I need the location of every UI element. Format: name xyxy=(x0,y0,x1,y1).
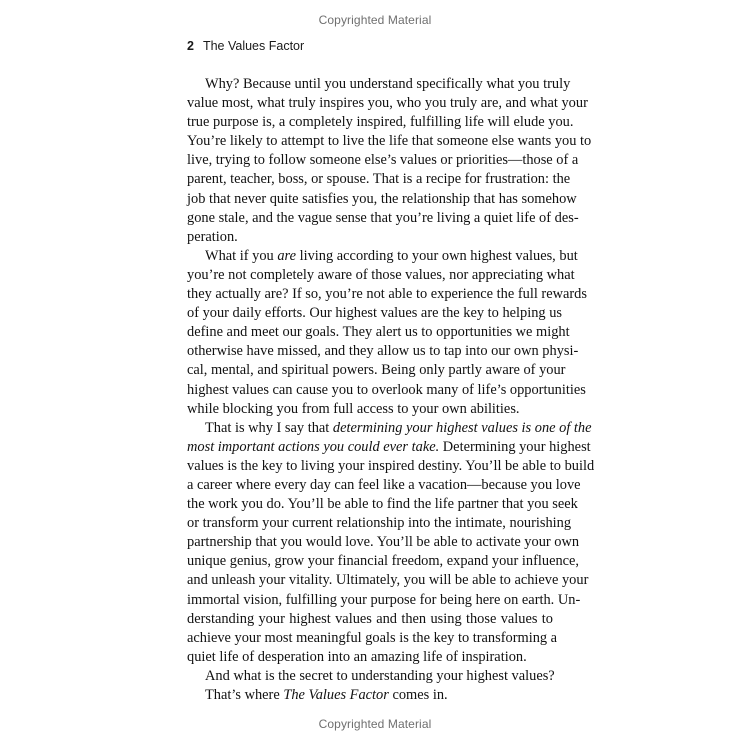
text-line: gone stale, and the vague sense that you’re living a quiet life of des- xyxy=(187,209,579,226)
text-line: job that never quite satisfies you, the relationship that has somehow xyxy=(187,190,577,207)
text-line: quiet life of desperation into an amazing life of inspiration. xyxy=(187,648,527,665)
text-line: and unleash your vitality. Ultimately, you will be able to achieve your xyxy=(187,572,589,589)
text-line: unique genius, grow your financial freedom, expand your influence, xyxy=(187,553,580,570)
text-line: parent, teacher, boss, or spouse. That is a recipe for frustration: the xyxy=(187,171,571,188)
text-line: the work you do. You’ll be able to find the life partner that you seek xyxy=(187,496,578,513)
text-line xyxy=(187,438,591,457)
text-line: Why? Because until you understand specifically what you truly xyxy=(205,76,571,92)
text-line: You’re likely to attempt to live the life that someone else wants you to xyxy=(187,133,592,150)
text-span: What if you xyxy=(205,247,278,264)
text-line: values is the key to living your inspired destiny. You’ll be able to build xyxy=(187,457,595,474)
text-span: comes in. xyxy=(388,687,448,703)
paragraph-1 xyxy=(187,75,592,247)
text-line: achieve your most meaningful goals is the key to transforming a xyxy=(187,629,558,646)
text-line: otherwise have missed, and they allow us to tap into our own physi- xyxy=(187,343,579,360)
text-line xyxy=(187,419,592,438)
text-line xyxy=(187,247,578,266)
text-line: cal, mental, and spiritual powers. Being only partly aware of your xyxy=(187,362,566,379)
text-span: living according to your own highest values, but xyxy=(296,247,578,264)
paragraph-4 xyxy=(187,667,553,686)
text-line: partnership that you would love. You’ll be able to activate your own xyxy=(187,534,580,551)
italic-emphasis: determining your highest values is one of the xyxy=(332,419,592,436)
text-span: That’s where xyxy=(205,687,284,703)
paragraph-3 xyxy=(187,419,595,667)
paragraph-5 xyxy=(187,686,553,705)
text-line: you’re not completely aware of those values, nor appreciating what xyxy=(187,266,575,283)
text-line: derstanding your highest values and then using those values to xyxy=(187,610,553,627)
text-line: true purpose is, a completely inspired, fulfilling life will elude you. xyxy=(187,114,574,131)
text-line: they actually are? If so, you’re not able to experience the full rewards xyxy=(187,286,587,303)
text-line: immortal vision, fulfilling your purpose for being here on earth. Un- xyxy=(187,591,581,608)
text-line: And what is the secret to understanding your highest values? xyxy=(205,667,555,684)
text-line: value most, what truly inspires you, who you truly are, and what your xyxy=(187,95,588,112)
text-span: Determining your highest xyxy=(439,438,591,455)
body-text xyxy=(187,75,595,705)
text-span: That is why I say that xyxy=(205,419,333,436)
running-header xyxy=(187,39,304,53)
text-line: peration. xyxy=(187,228,238,245)
italic-emphasis: are xyxy=(277,247,296,264)
paragraph-2 xyxy=(187,247,587,419)
text-line: of your daily efforts. Our highest values are the key to helping us xyxy=(187,305,562,322)
text-line: or transform your current relationship into the intimate, nourishing xyxy=(187,515,572,532)
copyright-watermark-top: Copyrighted Material xyxy=(318,13,432,27)
text-line: define and meet our goals. They alert us to opportunities we might xyxy=(187,324,570,341)
text-line: highest values can cause you to overlook many of life’s opportunities xyxy=(187,381,586,398)
copyright-watermark-bottom: Copyrighted Material xyxy=(318,717,432,731)
text-line: live, trying to follow someone else’s values or priorities—those of a xyxy=(187,152,579,169)
text-line: a career where every day can feel like a vacation—because you love xyxy=(187,476,581,493)
book-title: The Values Factor xyxy=(202,39,305,53)
book-title-italic: The Values Factor xyxy=(283,687,389,703)
page-number: 2 xyxy=(187,39,194,53)
text-line: while blocking you from full access to your own abilities. xyxy=(187,400,520,417)
italic-emphasis: most important actions you could ever take. xyxy=(187,438,440,455)
text-line xyxy=(187,686,553,705)
